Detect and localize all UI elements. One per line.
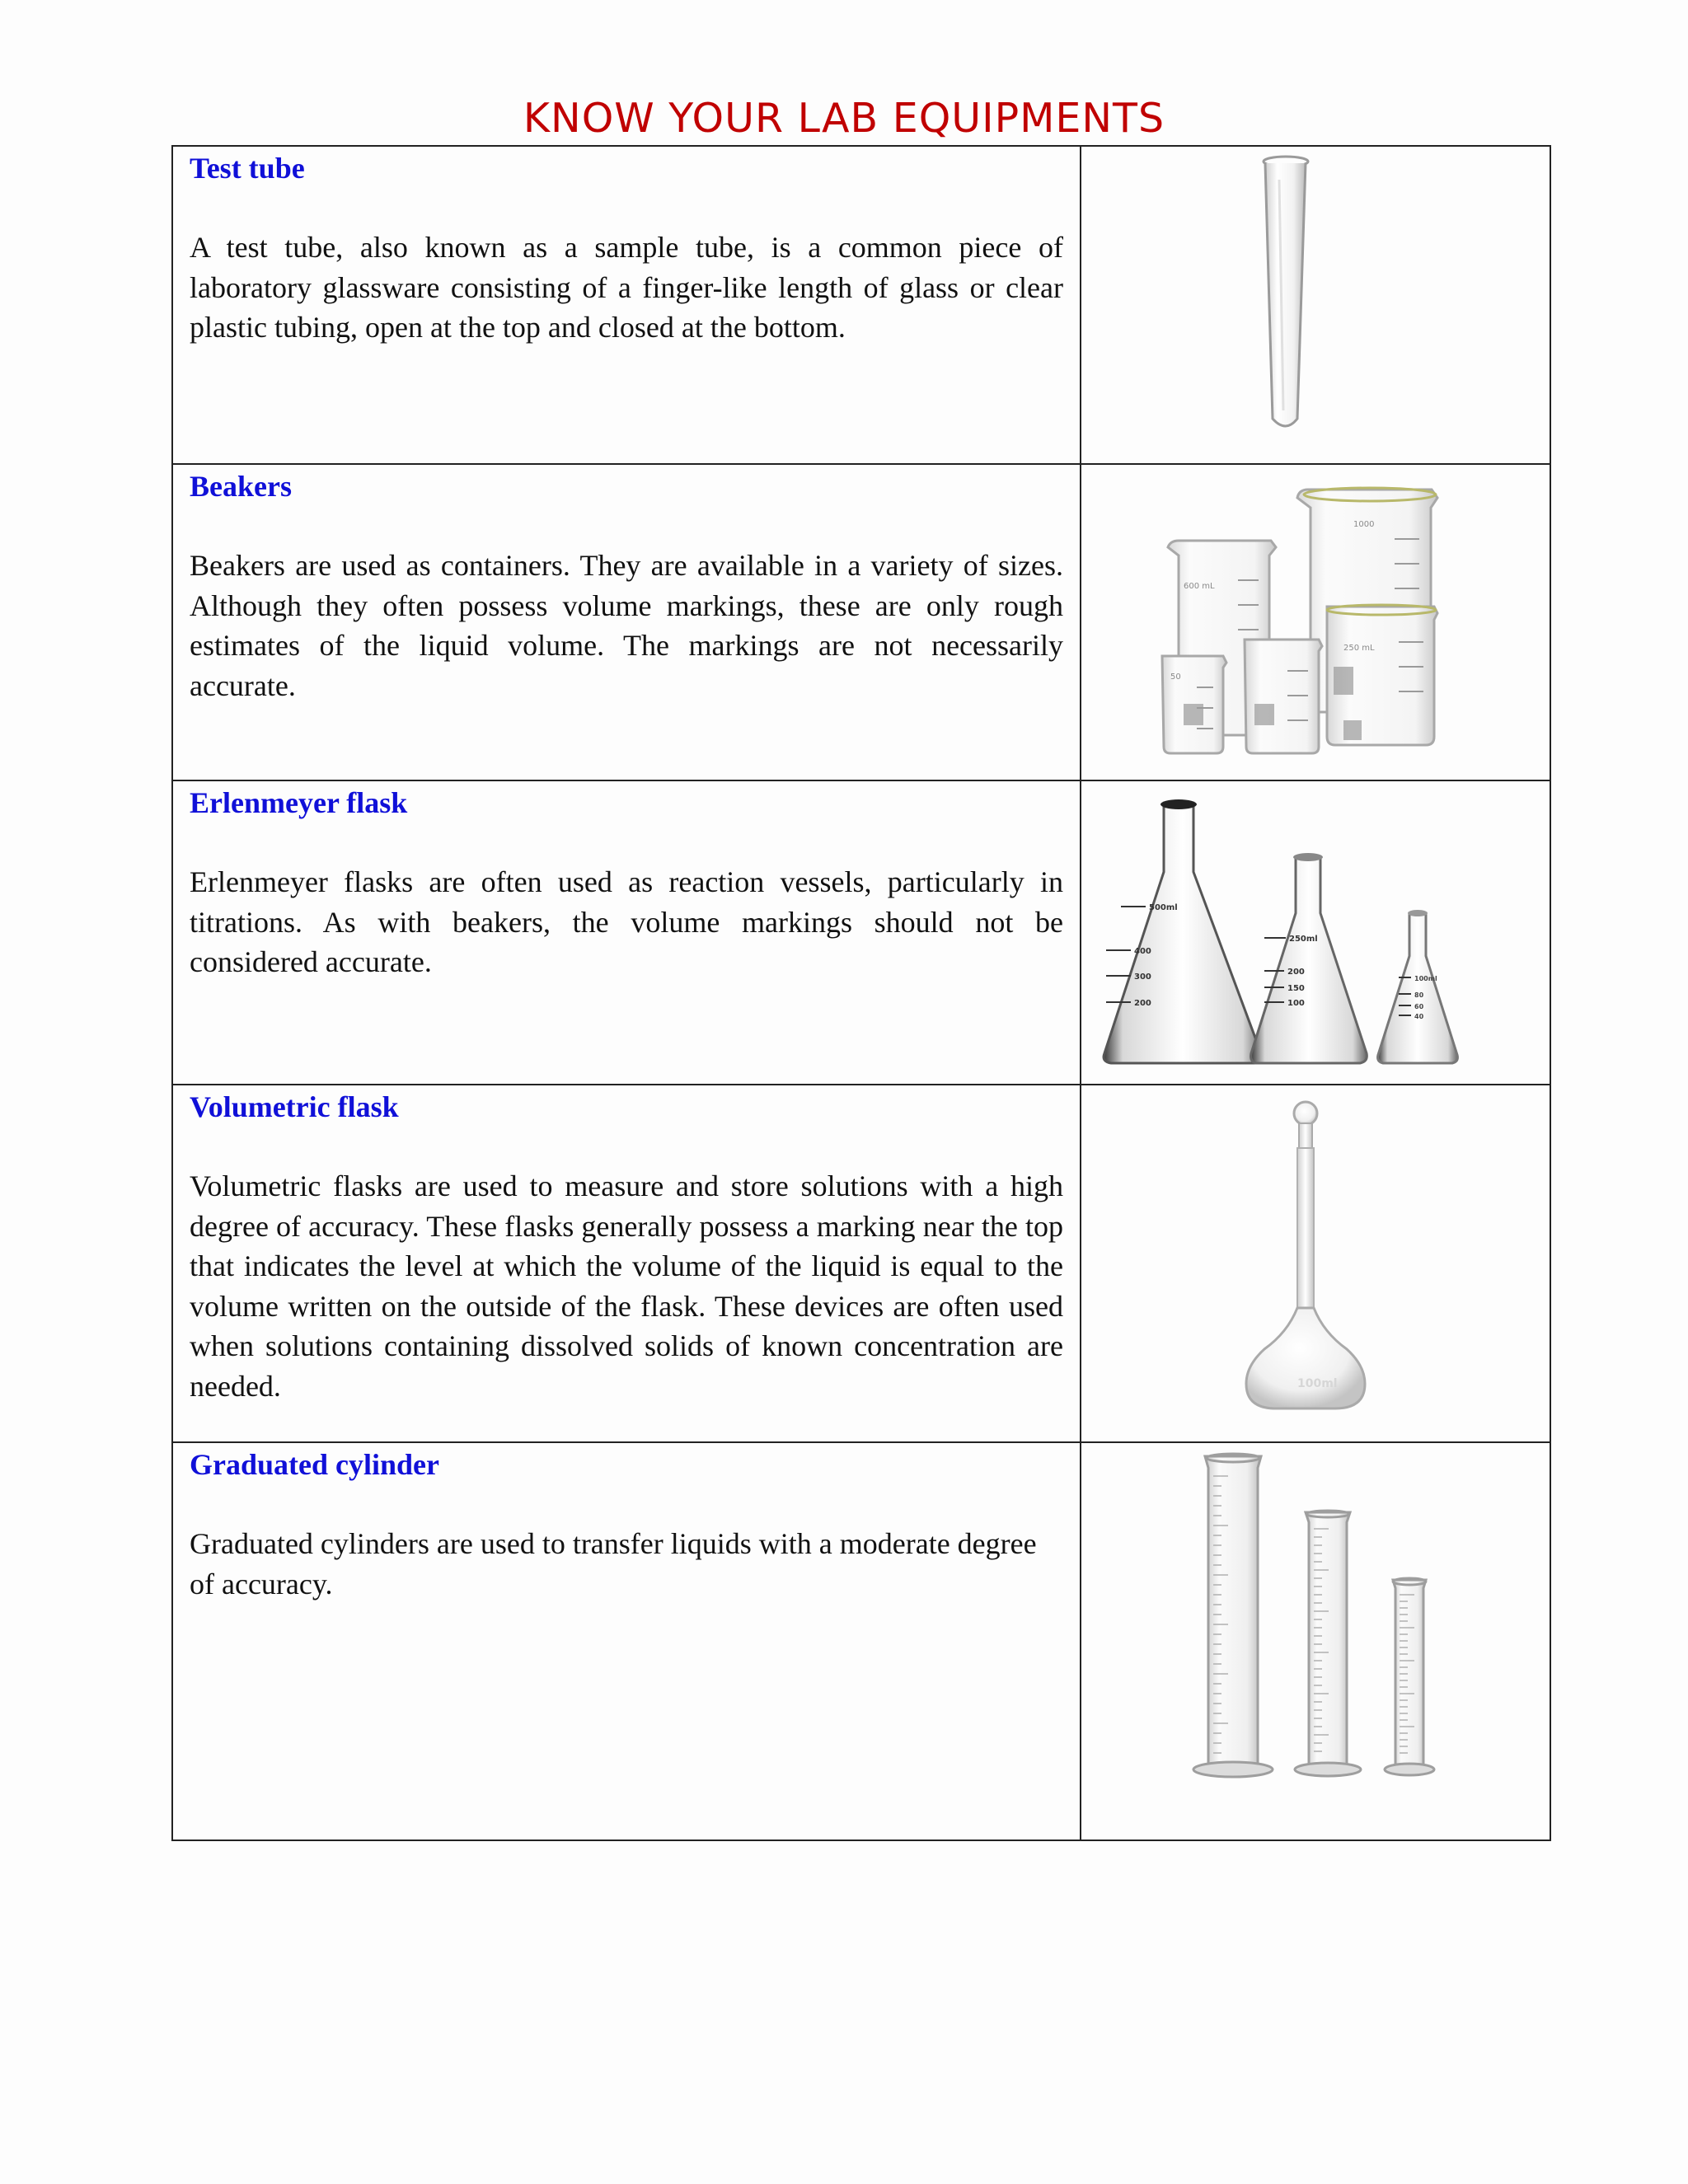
- equipment-table: [171, 145, 1551, 1841]
- item-title: Volumetric flask: [190, 1090, 399, 1123]
- description-cell: [172, 780, 1081, 1085]
- image-cell: [1081, 1085, 1550, 1442]
- item-title: Beakers: [190, 470, 292, 503]
- flask-label: 80: [1414, 991, 1424, 999]
- beaker-label: 250 mL: [1343, 644, 1375, 653]
- table-row: [172, 464, 1550, 780]
- flask-label: 150: [1287, 984, 1305, 993]
- item-description: Volumetric flasks are used to measure and store solutions with a high degree of accuracy. These flasks generally possess a marking near the top that indicates the level at which the volume of the liquid is equal to the volume written on the outside of the flask. These devices are often used when solutions containing dissolved solids of known concentration are needed.: [190, 1169, 1063, 1403]
- flask-label: 100ml: [1414, 975, 1437, 982]
- table-row: [172, 1442, 1550, 1840]
- item-description: Erlenmeyer flasks are often used as reaction vessels, particularly in titrations. As with beakers, the volume markings should not be considered accurate.: [190, 865, 1063, 978]
- beaker-label: 1000: [1353, 520, 1375, 529]
- volumetric-flask-illustration: [1081, 1085, 1550, 1441]
- item-title: Graduated cylinder: [190, 1448, 439, 1481]
- item-description: A test tube, also known as a sample tube, is a common piece of laboratory glassware consisting of a finger-like length of glass or clear plastic tubing, open at the top and closed at the bottom.: [190, 231, 1063, 344]
- item-title: Erlenmeyer flask: [190, 786, 408, 819]
- graduated-cylinders-illustration: [1081, 1443, 1550, 1840]
- description-cell: [172, 1442, 1081, 1840]
- flask-label: 400: [1134, 947, 1151, 956]
- image-cell: [1081, 146, 1550, 464]
- item-title: Test tube: [190, 152, 305, 185]
- volumetric-label: 100ml: [1297, 1377, 1338, 1390]
- item-description: Beakers are used as containers. They are available in a variety of sizes. Although they often possess volume markings, these are only rough estimates of the liquid volume. The markings are not necessarily accurate.: [190, 549, 1063, 702]
- erlenmeyer-flasks-illustration: [1081, 781, 1550, 1084]
- flask-label: 500ml: [1149, 903, 1178, 912]
- description-cell: [172, 464, 1081, 780]
- beakers-illustration: [1081, 465, 1550, 780]
- table-row: [172, 146, 1550, 464]
- flask-label: 200: [1134, 999, 1151, 1008]
- flask-label: 60: [1414, 1003, 1424, 1010]
- description-cell: [172, 146, 1081, 464]
- flask-label: 100: [1287, 999, 1305, 1008]
- beaker-label: 600 mL: [1184, 582, 1215, 591]
- table-row: [172, 780, 1550, 1085]
- item-description: Graduated cylinders are used to transfer liquids with a moderate degree of accuracy.: [190, 1527, 1037, 1601]
- flask-label: 300: [1134, 972, 1151, 982]
- image-cell: [1081, 780, 1550, 1085]
- flask-label: 250ml: [1289, 935, 1318, 944]
- image-cell: [1081, 464, 1550, 780]
- page-title: KNOW YOUR LAB EQUIPMENTS: [523, 95, 1165, 142]
- flask-label: 40: [1414, 1013, 1424, 1020]
- beaker-label: 50: [1170, 673, 1181, 682]
- table-row: [172, 1085, 1550, 1442]
- flask-label: 200: [1287, 968, 1305, 977]
- test-tube-illustration: [1081, 147, 1550, 463]
- image-cell: [1081, 1442, 1550, 1840]
- description-cell: [172, 1085, 1081, 1442]
